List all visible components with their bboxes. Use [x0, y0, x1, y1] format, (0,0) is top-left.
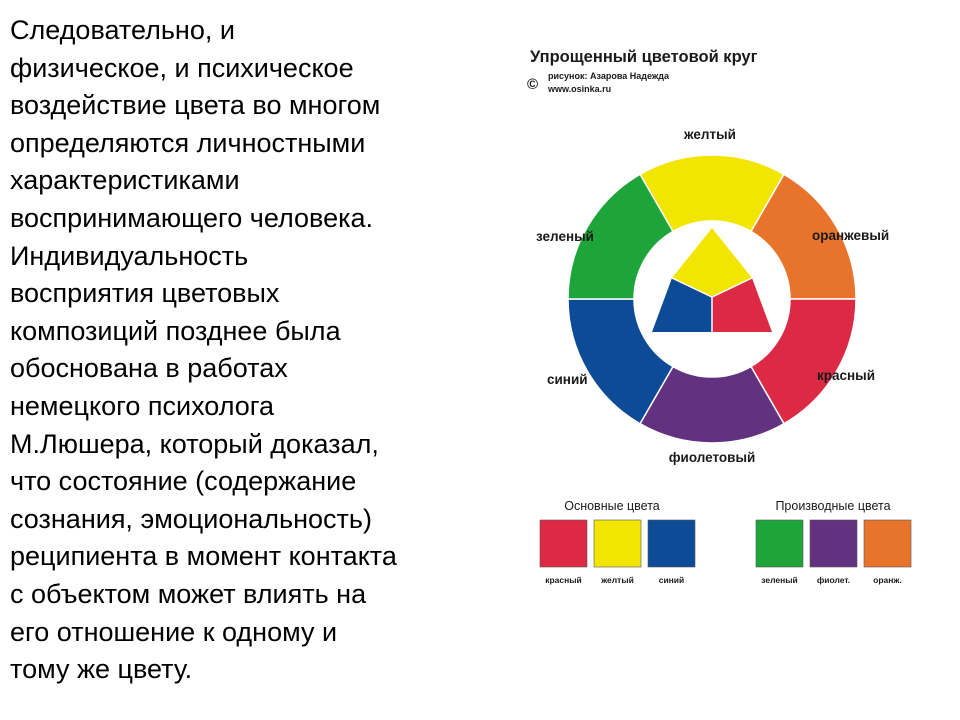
- body-text-line: немецкого психолога: [10, 390, 275, 421]
- swatch-caption-red: красный: [545, 575, 582, 585]
- body-text-line: сознания, эмоциональность): [10, 503, 372, 534]
- swatch-violet: [810, 520, 857, 567]
- body-text-line: композиций позднее была: [10, 315, 341, 346]
- swatch-yellow: [594, 520, 641, 567]
- wheel-label-orange: оранжевый: [812, 228, 890, 243]
- wheel-label-red: красный: [817, 368, 876, 383]
- body-text-line: что состояние (содержание: [10, 466, 357, 497]
- swatch-orange: [864, 520, 911, 567]
- body-text-line: воздействие цвета во многом: [10, 90, 381, 121]
- swatch-green: [756, 520, 803, 567]
- figure-title: Упрощенный цветовой круг: [530, 48, 758, 66]
- body-text-line: Индивидуальность: [10, 240, 249, 271]
- swatch-caption-blue: синий: [658, 575, 685, 585]
- figure-credit-site: www.osinka.ru: [548, 84, 612, 94]
- swatch-caption-yellow: желтый: [601, 575, 634, 585]
- body-text-line: характеристиками: [10, 165, 240, 196]
- swatch-caption-violet: фиолет.: [816, 575, 851, 585]
- body-text-line: физическое, и психическое: [10, 52, 354, 83]
- body-text-line: с объектом может влиять на: [10, 578, 367, 609]
- body-text-line: Следовательно, и: [10, 15, 235, 45]
- body-text-line: реципиента в момент контакта: [10, 541, 397, 572]
- swatch-caption-orange: оранж.: [873, 575, 902, 585]
- figure-credit-author: рисунок: Азарова Надежда: [548, 71, 669, 81]
- body-text-line: определяются личностными: [10, 127, 366, 158]
- wheel-label-blue: синий: [547, 372, 588, 387]
- legend-primary: [540, 499, 695, 585]
- body-text-line: восприятия цветовых: [10, 278, 280, 309]
- swatch-blue: [648, 520, 695, 567]
- body-text-line: М.Люшера, который доказал,: [10, 428, 379, 459]
- body-text-line: тому же цвету.: [10, 654, 193, 685]
- wheel-label-green: зеленый: [536, 229, 594, 244]
- legend-secondary-heading: Производные цвета: [775, 499, 891, 513]
- legend-secondary: [756, 499, 911, 585]
- wheel-label-violet: фиолетовый: [668, 450, 756, 465]
- swatch-red: [540, 520, 587, 567]
- wheel-label-yellow: желтый: [684, 127, 736, 142]
- body-text-line: обоснована в работах: [10, 353, 288, 384]
- body-text-line: воспринимающего человека.: [10, 202, 374, 233]
- legend-primary-heading: Основные цвета: [564, 499, 660, 513]
- color-wheel: [568, 155, 856, 443]
- copyright-icon: ©: [527, 76, 539, 93]
- body-text-line: его отношение к одному и: [10, 616, 338, 647]
- swatch-caption-green: зеленый: [761, 575, 798, 585]
